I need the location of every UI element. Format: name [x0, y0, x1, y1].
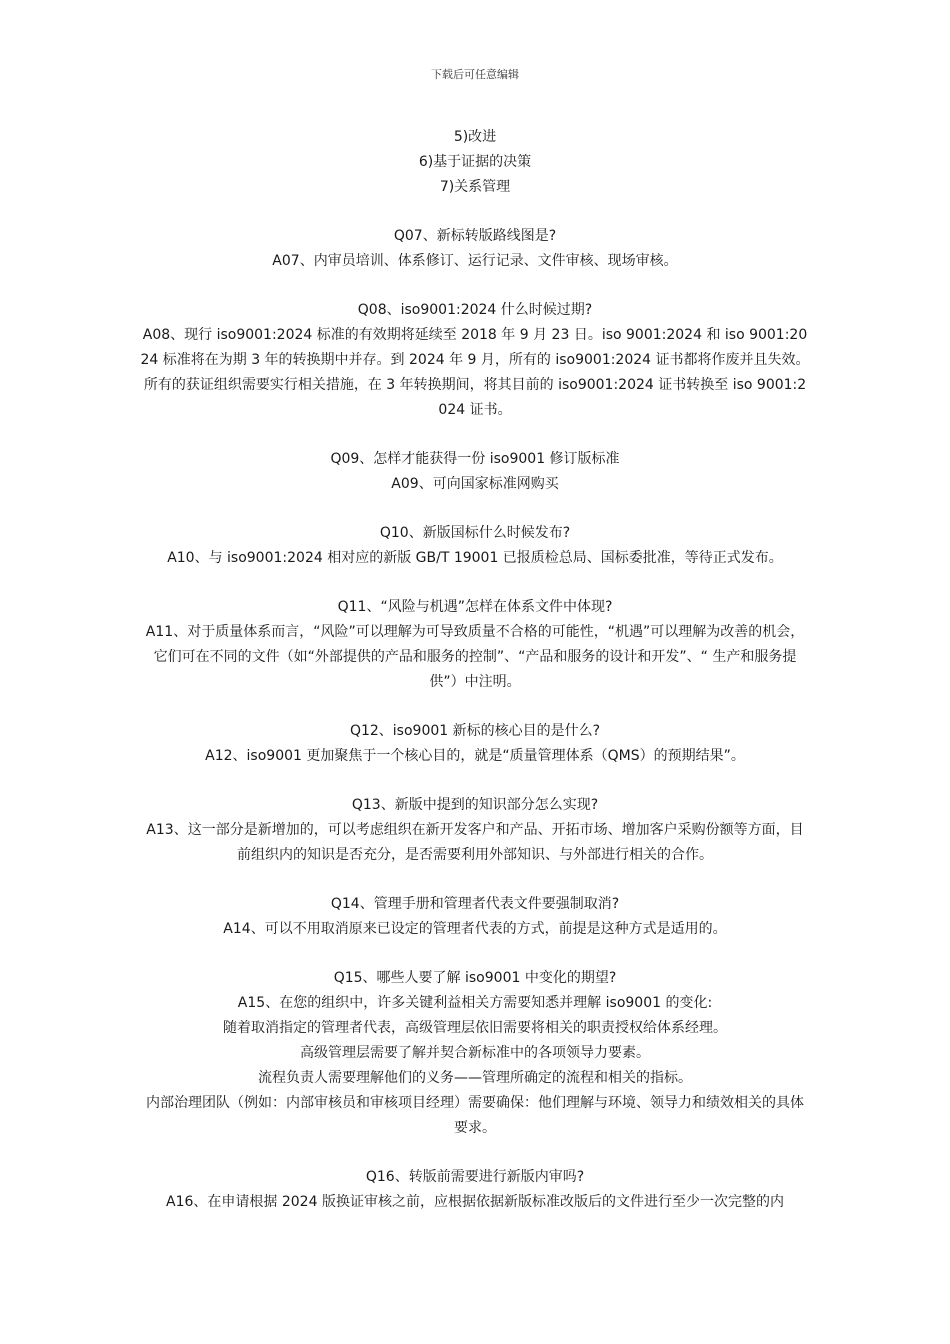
question-q12: Q12、iso9001 新标的核心目的是什么? — [349, 723, 601, 739]
document-body — [140, 125, 810, 1215]
answer-a09: A09、可向国家标准网购买 — [391, 476, 559, 492]
intro-line: 6)基于证据的决策 — [418, 154, 532, 170]
question-q16: Q16、转版前需要进行新版内审吗? — [365, 1169, 585, 1185]
question-q11: Q11、“风险与机遇”怎样在体系文件中体现? — [337, 599, 613, 615]
question-q07: Q07、新标转版路线图是? — [393, 228, 557, 244]
answer-a12: A12、iso9001 更加聚焦于一个核心目的，就是“质量管理体系（QMS）的预期结果”。 — [205, 748, 745, 764]
answer-a15-item: 流程负责人需要理解他们的义务——管理所确定的流程和相关的指标。 — [258, 1070, 692, 1086]
answer-a16: A16、在申请根据 2024 版换证审核之前，应根据依据新版标准改版后的文件进行至少一次完整的内 — [166, 1194, 784, 1210]
answer-a14: A14、可以不用取消原来已设定的管理者代表的方式，前提是这种方式是适用的。 — [223, 921, 727, 937]
question-q15: Q15、哪些人要了解 iso9001 中变化的期望? — [333, 970, 617, 986]
answer-a15-item: 随着取消指定的管理者代表，高级管理层依旧需要将相关的职责授权给体系经理。 — [223, 1020, 727, 1036]
question-q14: Q14、管理手册和管理者代表文件要强制取消? — [330, 896, 620, 912]
answer-a15-item: 高级管理层需要了解并契合新标准中的各项领导力要素。 — [300, 1045, 650, 1061]
question-q09: Q09、怎样才能获得一份 iso9001 修订版标准 — [330, 451, 620, 467]
answer-a10: A10、与 iso9001:2024 相对应的新版 GB/T 19001 已报质检总局、国标委批准，等待正式发布。 — [167, 550, 783, 566]
answer-a15-item: 内部治理团队（例如：内部审核员和审核项目经理）需要确保：他们理解与环境、领导力和绩效相关的具体要求。 — [146, 1095, 804, 1136]
intro-line: 7)关系管理 — [439, 179, 511, 195]
intro-line: 5)改进 — [453, 129, 497, 145]
question-q13: Q13、新版中提到的知识部分怎么实现? — [351, 797, 599, 813]
answer-a11: A11、对于质量体系而言，“风险”可以理解为可导致质量不合格的可能性，“机遇”可以理解为改善的机会，它们可在不同的文件（如“外部提供的产品和服务的控制”、“产品和服务的设计和开发”、“ 生产和服务提供”）中注明。 — [145, 624, 805, 690]
question-q08: Q08、iso9001:2024 什么时候过期? — [357, 302, 593, 318]
question-q10: Q10、新版国标什么时候发布? — [379, 525, 571, 541]
answer-a07: A07、内审员培训、体系修订、运行记录、文件审核、现场审核。 — [272, 253, 678, 269]
answer-a13: A13、这一部分是新增加的，可以考虑组织在新开发客户和产品、开拓市场、增加客户采购份额等方面，目前组织内的知识是否充分，是否需要利用外部知识、与外部进行相关的合作。 — [146, 822, 804, 863]
page-header-note: 下载后可任意编辑 — [431, 68, 519, 81]
answer-a15: A15、在您的组织中，许多关键利益相关方需要知悉并理解 iso9001 的变化: — [237, 995, 713, 1011]
answer-a08: A08、现行 iso9001:2024 标准的有效期将延续至 2018 年 9 月 23 日。iso 9001:2024 和 iso 9001:2024 标准将在为期 3 年的转换期中并存。到 2024 年 9 月，所有的 iso9001:2024 证书都将作废并且失效。所有的获证组织需要实行相关措施，在 3 年转换期间，将其目前的 iso9001:2024 证书转换至 iso 9001:2024 证书。 — [140, 327, 810, 418]
